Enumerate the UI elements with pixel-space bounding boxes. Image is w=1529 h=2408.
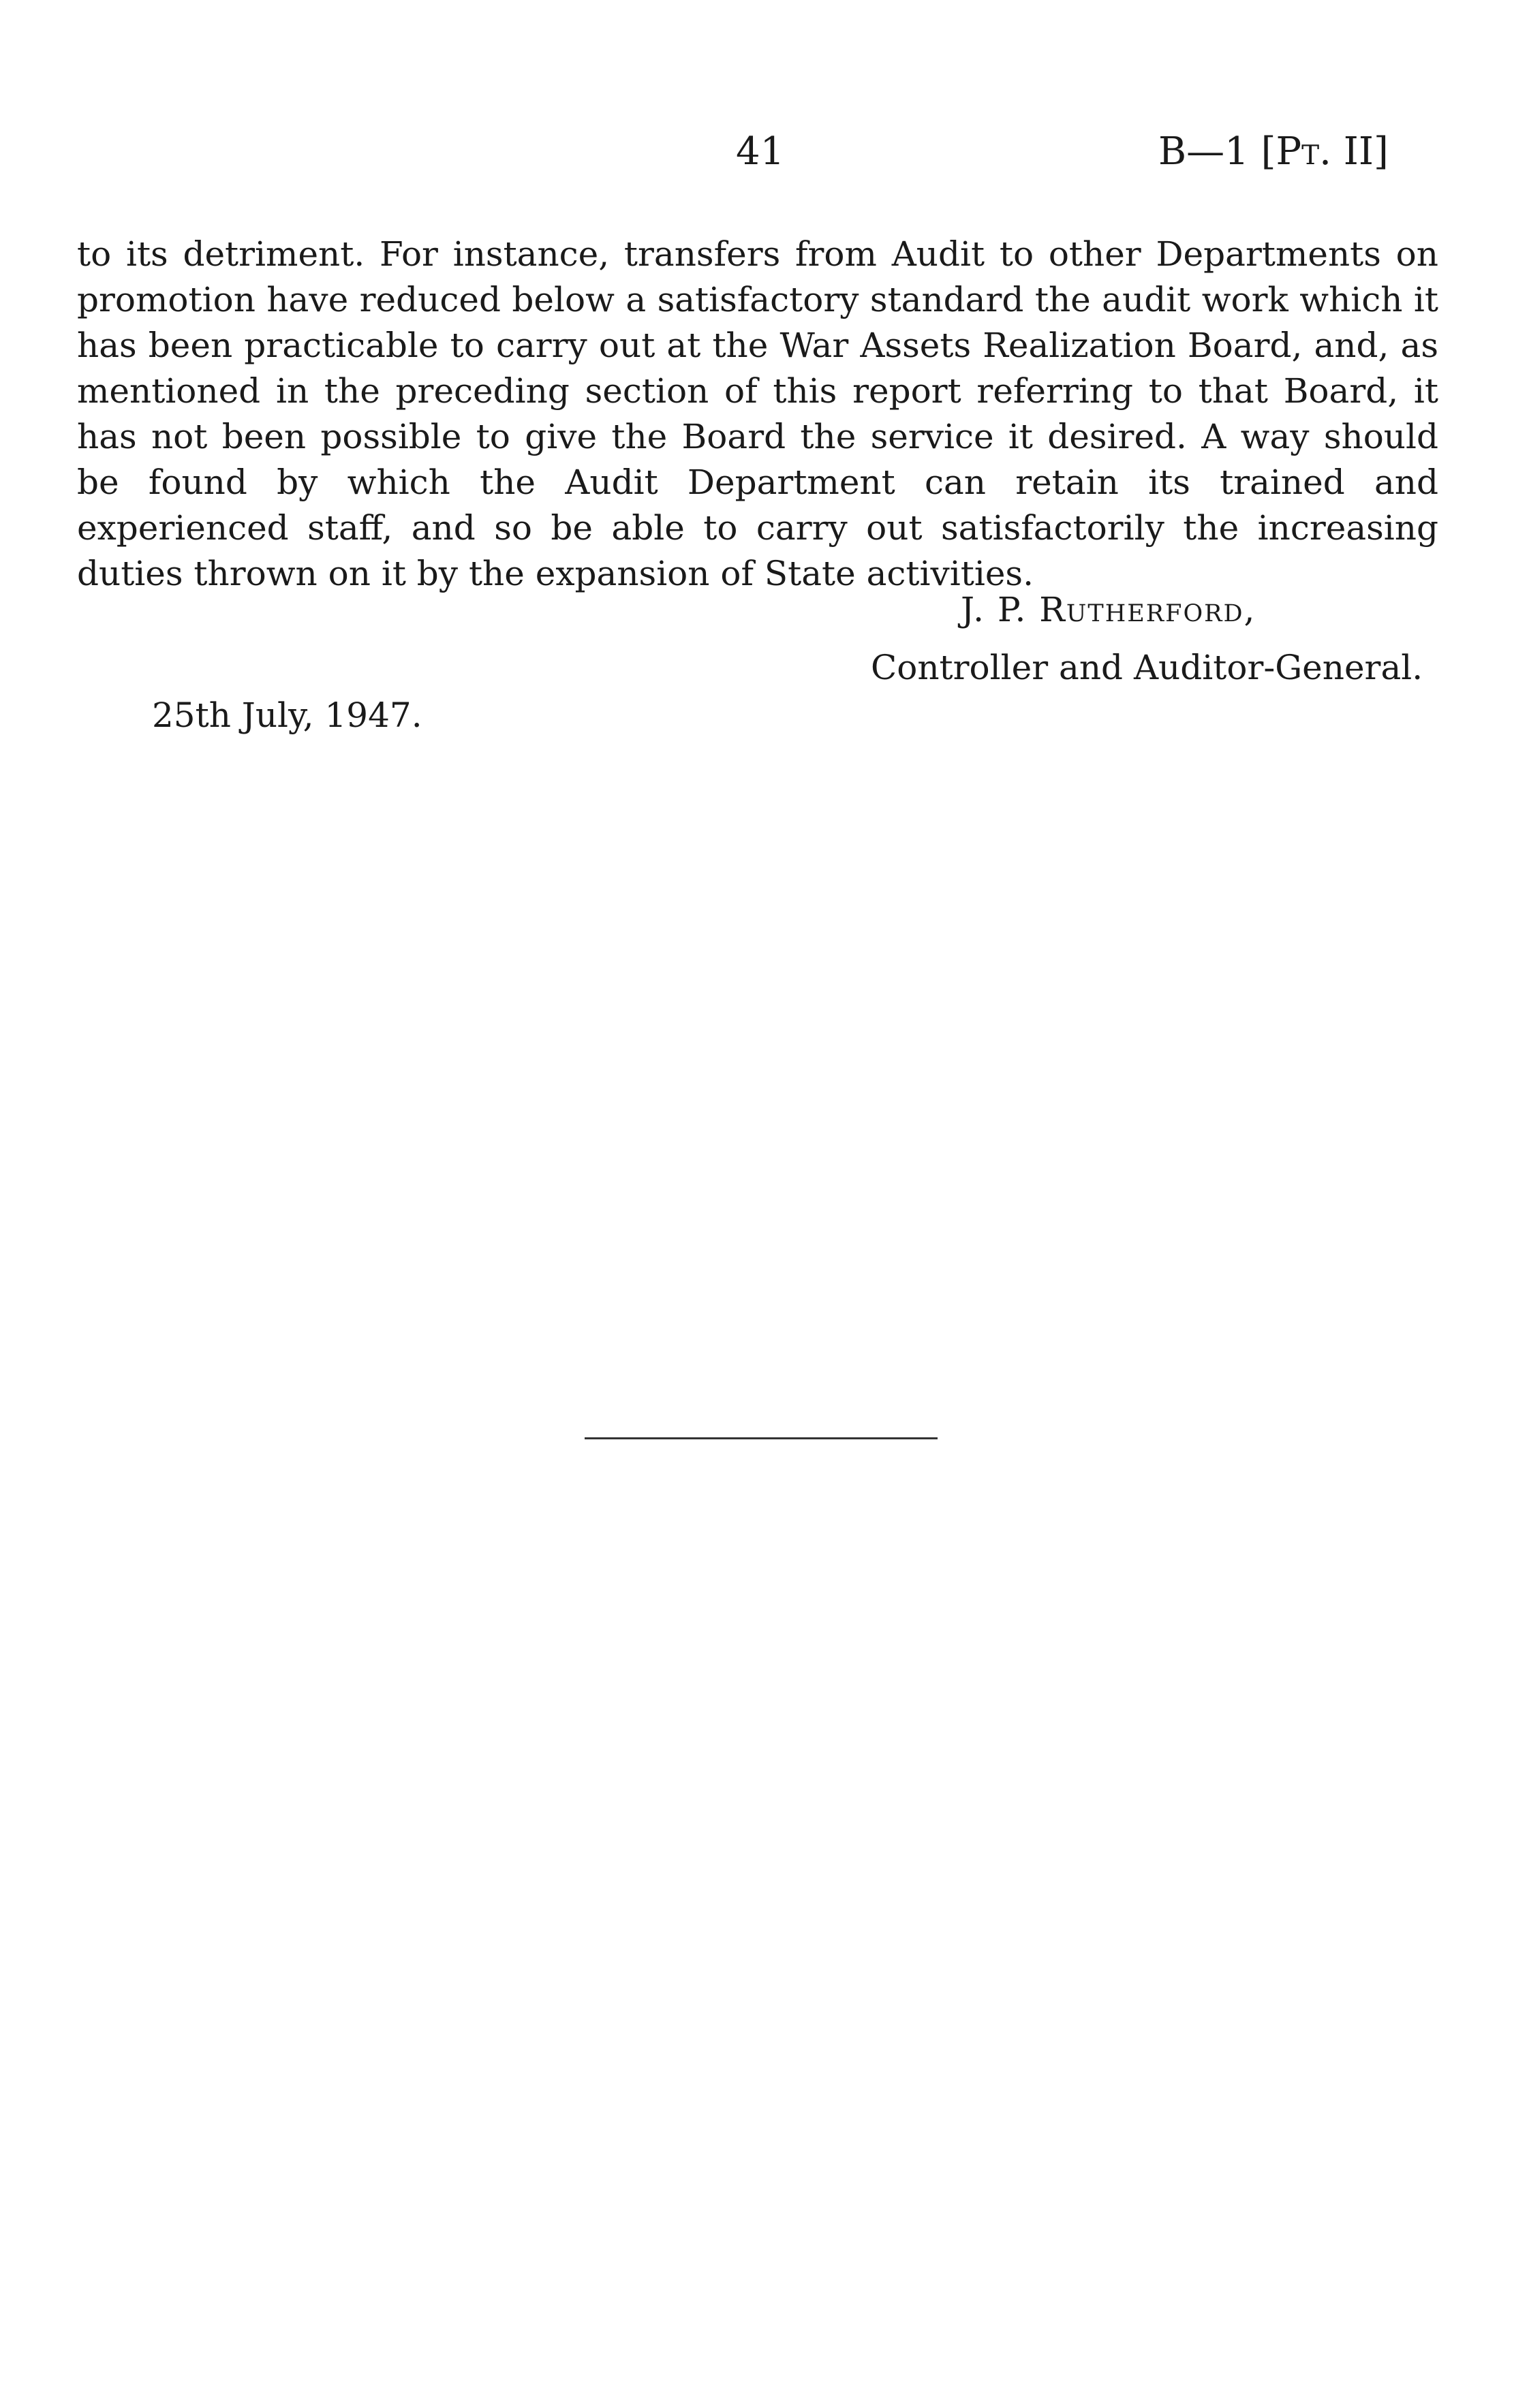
- document-reference: [1158, 129, 1389, 174]
- date-line: 25th July, 1947.: [152, 695, 422, 735]
- signatory-title: Controller and Auditor-General.: [871, 648, 1423, 687]
- page-number: 41: [736, 129, 785, 174]
- body-paragraph: to its detriment. For instance, transfers from Audit to other Departments on promotion have reduced below a satisfactory standard the audit work which it has been practicable to carry out at the War Assets Realization Board, and, as mentioned in the preceding section of this report referring to that Board, it has not been possible to give the Board the service it desired. A way should be found by which the Audit Department can retain its trained and experienced staff, and so be able to carry out satisfactorily the increasing duties thrown on it by the expansion of State activities.: [77, 234, 1438, 593]
- doc-ref-suffix: II]: [1331, 129, 1389, 174]
- doc-ref-prefix: B—1 [: [1158, 129, 1276, 174]
- doc-ref-part: Pt.: [1276, 129, 1331, 174]
- signatory-name: J. P. Rutherford,: [961, 590, 1256, 629]
- closing-rule: [585, 1437, 938, 1439]
